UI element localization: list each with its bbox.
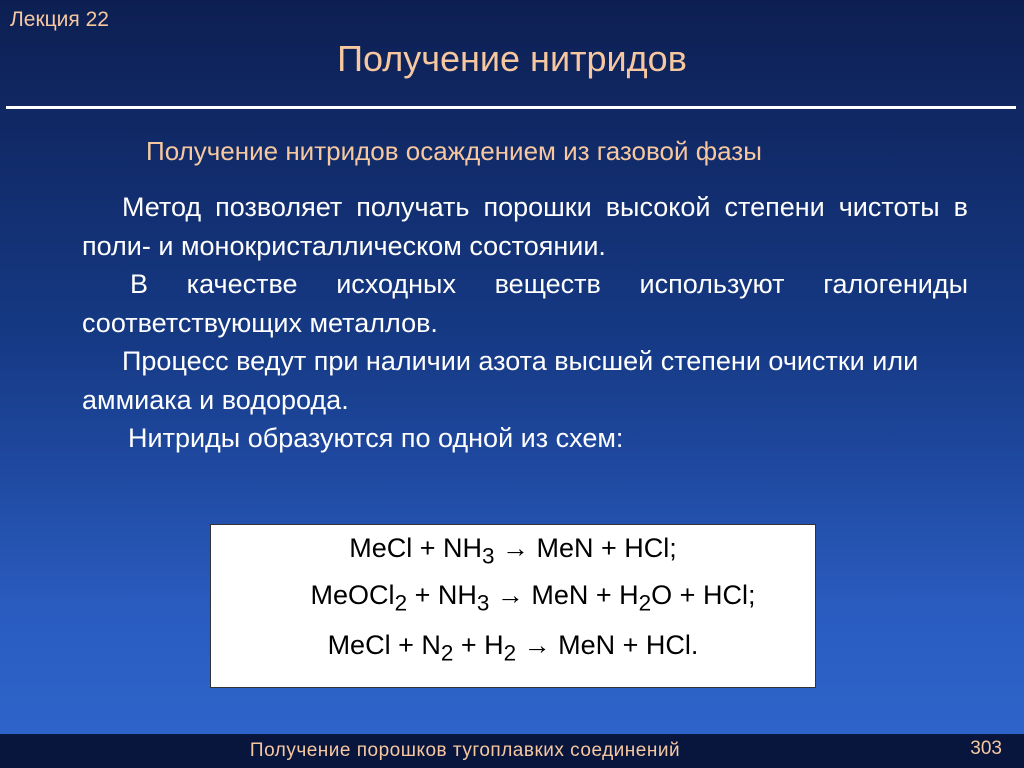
lecture-label: Лекция 22: [10, 8, 109, 31]
section-subtitle: Получение нитридов осаждением из газовой фазы: [146, 136, 762, 166]
paragraph-process: Процесс ведут при наличии азота высшей степени очистки или аммиака и водорода.: [82, 346, 919, 415]
page-number: 303: [970, 738, 1002, 759]
title-divider: [6, 106, 1016, 109]
slide-body: [82, 188, 968, 458]
footer-bar: [0, 734, 1024, 768]
reaction-equation-2: MeOCl$_2$ + $NH_3$ → MeN + $H_2O$ + HCl;: [310, 580, 756, 616]
paragraph-source-materials: В качестве исходных веществ используют галогениды соответствующих металлов.: [82, 269, 968, 338]
paragraph-method: Метод позволяет получать порошки высокой степени чистоты в поли- и монокристаллическом состоянии.: [82, 192, 968, 261]
slide-title: Получение нитридов: [337, 38, 687, 79]
footer-course-title: Получение порошков тугоплавких соединений: [249, 740, 681, 761]
reaction-schemes-box: [210, 524, 816, 688]
reaction-equation-1: MeCl + $NH_3$ → MeN + HCl;: [349, 533, 677, 569]
reaction-equation-3: MeCl + $N_2 + H_2$ → MeN + HCl.: [327, 630, 699, 666]
paragraph-schemes: Нитриды образуются по одной из схем:: [128, 423, 624, 453]
